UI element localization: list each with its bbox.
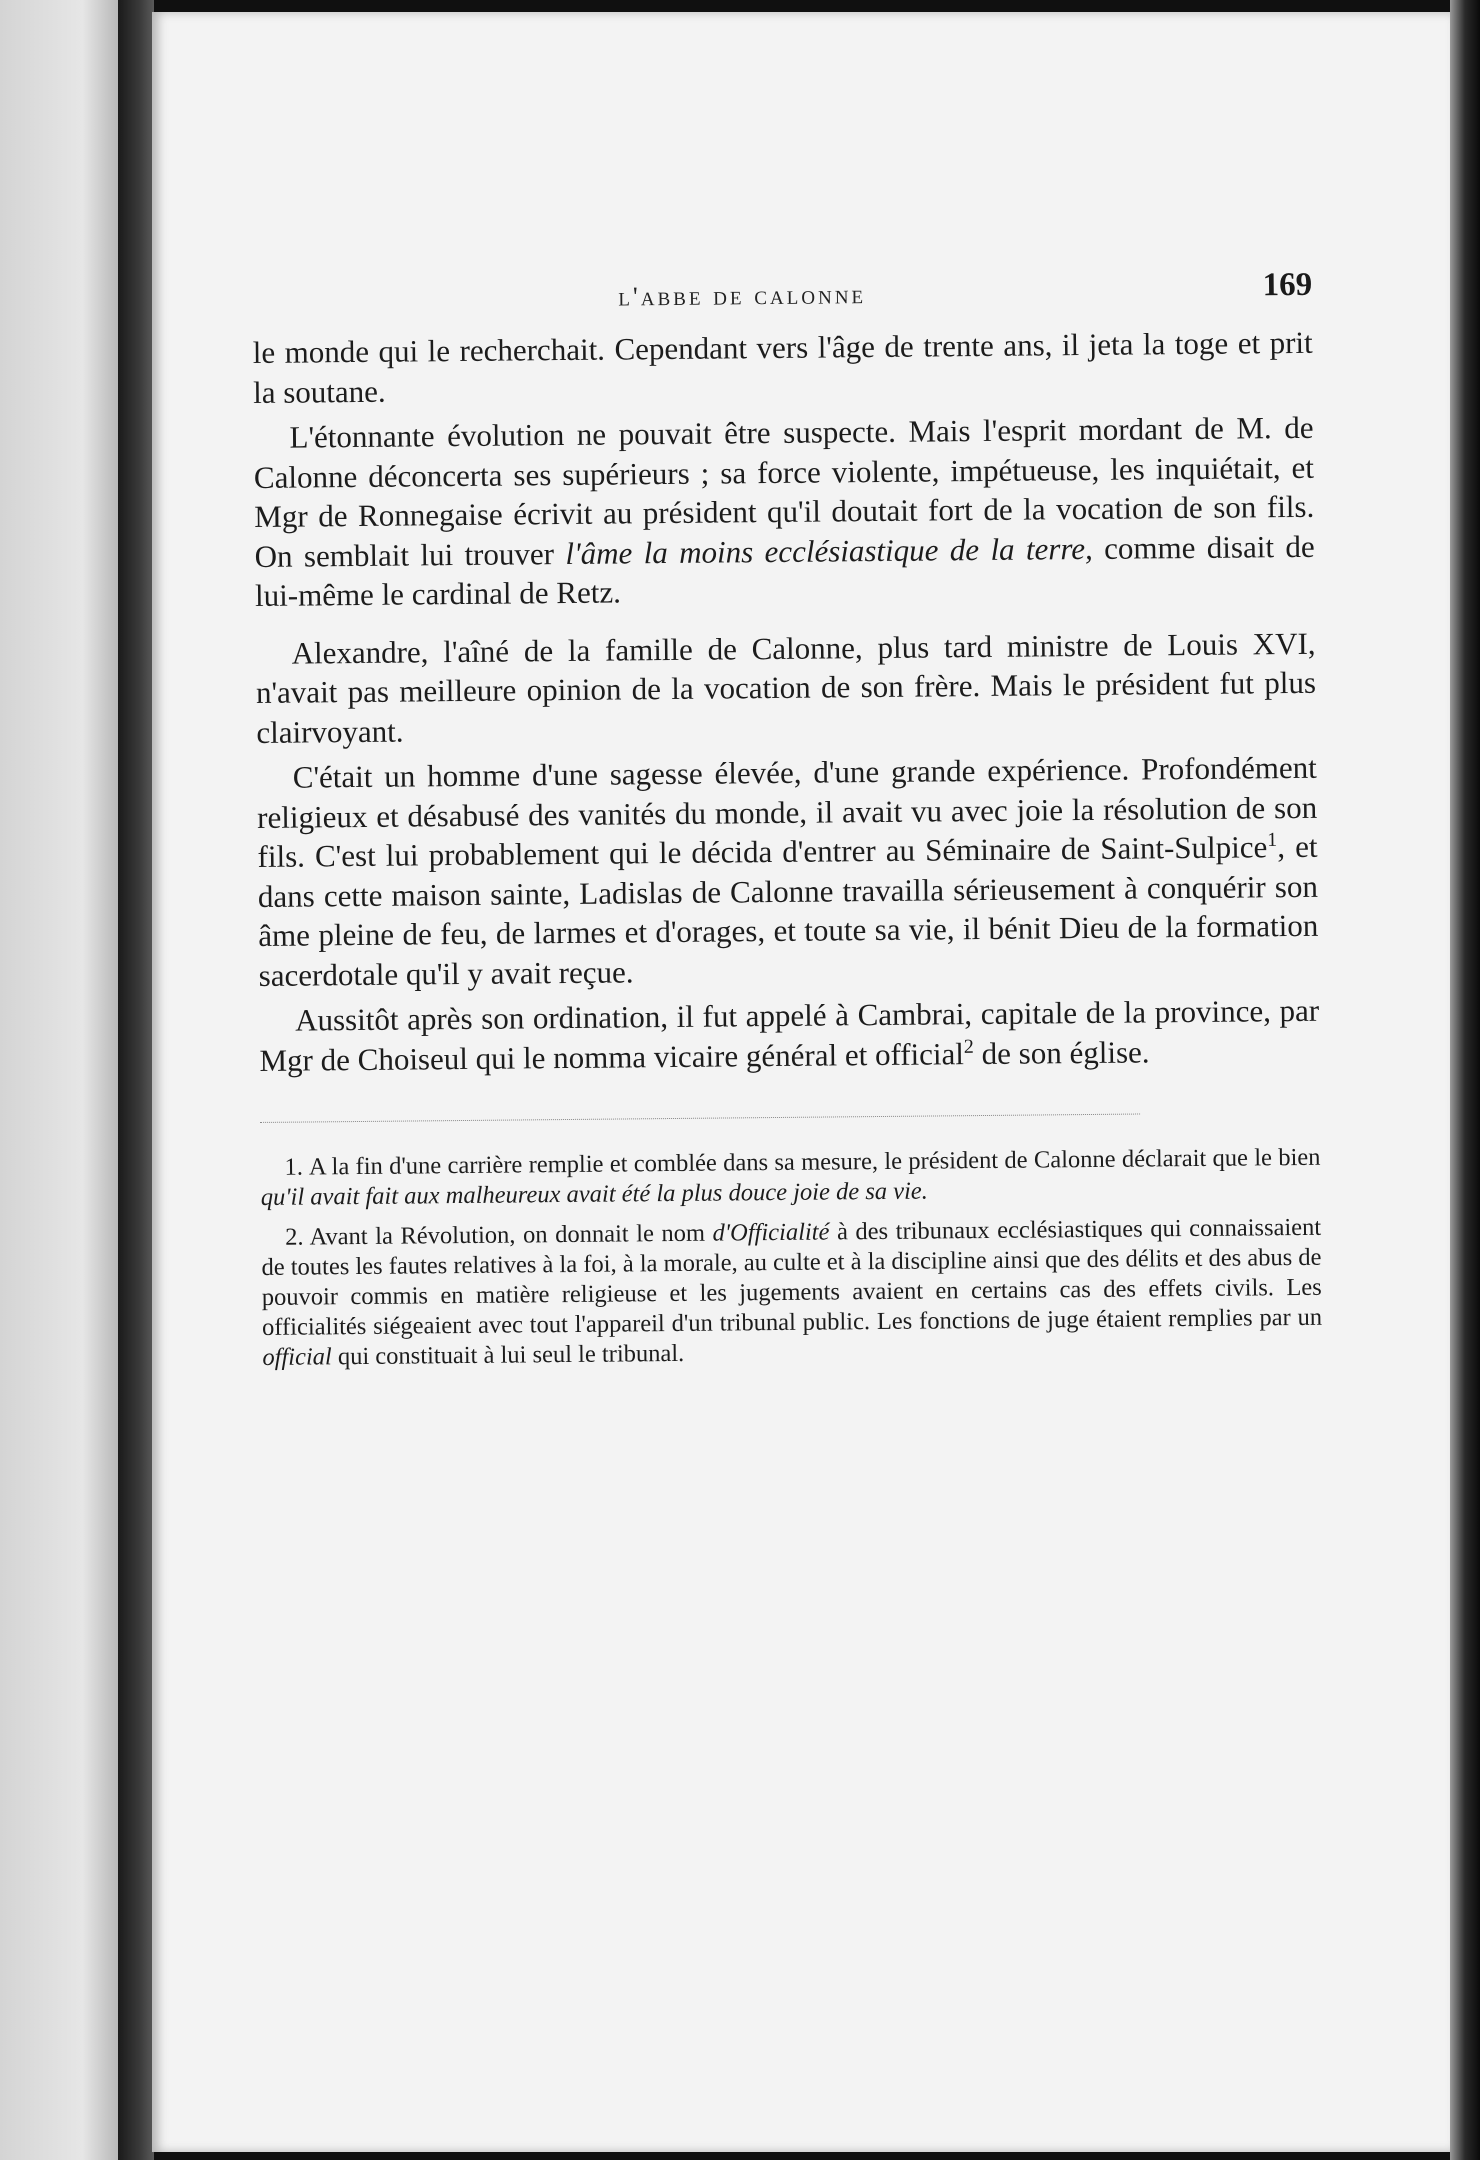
- footnote-2: [261, 1213, 1322, 1373]
- footnote-ref-1: 1: [1267, 828, 1278, 851]
- paragraph-3: [255, 623, 1316, 752]
- footnote-1-text-a: A la fin d'une carrière remplie et comblée dans sa mesure, le président de Calonne déclarait que le bien: [308, 1143, 1321, 1181]
- paragraph-2-italic: l'âme la moins ecclésiastique de la terre,: [565, 530, 1093, 571]
- paragraph-5-text-a: Aussitôt après son ordination, il fut appelé à Cambrai, capitale de la province, par Mgr de Choiseul qui le nomma vicaire général et official: [259, 992, 1320, 1078]
- page-number: 169: [1262, 266, 1313, 304]
- paragraph-5: [259, 991, 1320, 1080]
- running-head: [252, 267, 1312, 333]
- paragraph-5-text-b: de son église.: [973, 1033, 1150, 1071]
- footnote-1-italic: qu'il avait fait aux malheureux avait été la plus douce joie de sa vie.: [260, 1177, 928, 1211]
- footnote-1-marker: 1.: [284, 1153, 304, 1181]
- page-content: [252, 267, 1322, 1373]
- book-page: [152, 12, 1450, 2152]
- footnote-2-text-a: Avant la Révolution, on donnait le nom: [309, 1219, 713, 1251]
- running-title: l'abbe de calonne: [618, 279, 867, 312]
- paragraph-2-text-b: comme disait de lui-même le cardinal de Retz.: [254, 528, 1315, 613]
- footnote-2-marker: 2.: [285, 1223, 304, 1251]
- paragraph-1: [253, 323, 1314, 412]
- footnote-ref-2: 2: [963, 1035, 974, 1058]
- footnote-divider: [260, 1114, 1140, 1123]
- book-gutter: [118, 0, 154, 2160]
- paragraph-1-text: le monde qui le recherchait. Cependant vers l'âge de trente ans, il jeta la toge et prit la soutane.: [252, 324, 1313, 410]
- footnote-2-italic-2: official: [262, 1343, 332, 1371]
- paragraph-4: [257, 748, 1319, 995]
- footnote-2-text-c: qui constituait à lui seul le tribunal.: [331, 1339, 685, 1371]
- paragraph-2: [253, 408, 1315, 616]
- footnote-2-text-b: à des tribunaux ecclésiastiques qui connaissaient de toutes les fautes relatives à la foi, à la morale, au culte et à la discipline ainsi que des délits et des abus de pouvoir commis en matière religieuse et les jugements avaient en certains cas des effets civils. Les officialités siégeaient avec tout l'appareil d'un tribunal public. Les fonctions de juge étaient remplies par un: [261, 1213, 1323, 1341]
- paragraph-3-text: Alexandre, l'aîné de la famille de Calonne, plus tard ministre de Louis XVI, n'avait pas meilleure opinion de la vocation de son frère. Mais le président fut plus clairvoyant.: [255, 625, 1317, 750]
- facing-page-edge: [0, 0, 118, 2160]
- footnote-1: [260, 1143, 1321, 1213]
- paragraph-4-text-b: , et dans cette maison sainte, Ladislas de Calonne travailla sérieusement à conquérir son âme pleine de feu, de larmes et d'orages, et toute sa vie, il bénit Dieu de la formation sacerdotale qu'il y avait reçue.: [257, 828, 1319, 993]
- paragraph-4-text-a: C'était un homme d'une sagesse élevée, d'une grande expérience. Profondément religieux et désabusé des vanités du monde, il avait vu avec joie la résolution de son fils. C'est lui probablement qui le décida d'entrer au Séminaire de Saint-Sulpice: [257, 749, 1318, 874]
- footnote-2-italic-1: d'Officialité: [712, 1218, 830, 1247]
- paragraph-2-text-a: L'étonnante évolution ne pouvait être suspecte. Mais l'esprit mordant de M. de Calonne déconcerta ses supérieurs ; sa force violente, impétueuse, les inquiétait, et Mgr de Ronnegaise écrivit au président qu'il doutait fort de la vocation de son fils. On semblait lui trouver: [253, 409, 1315, 574]
- page-right-edge: [1450, 0, 1480, 2160]
